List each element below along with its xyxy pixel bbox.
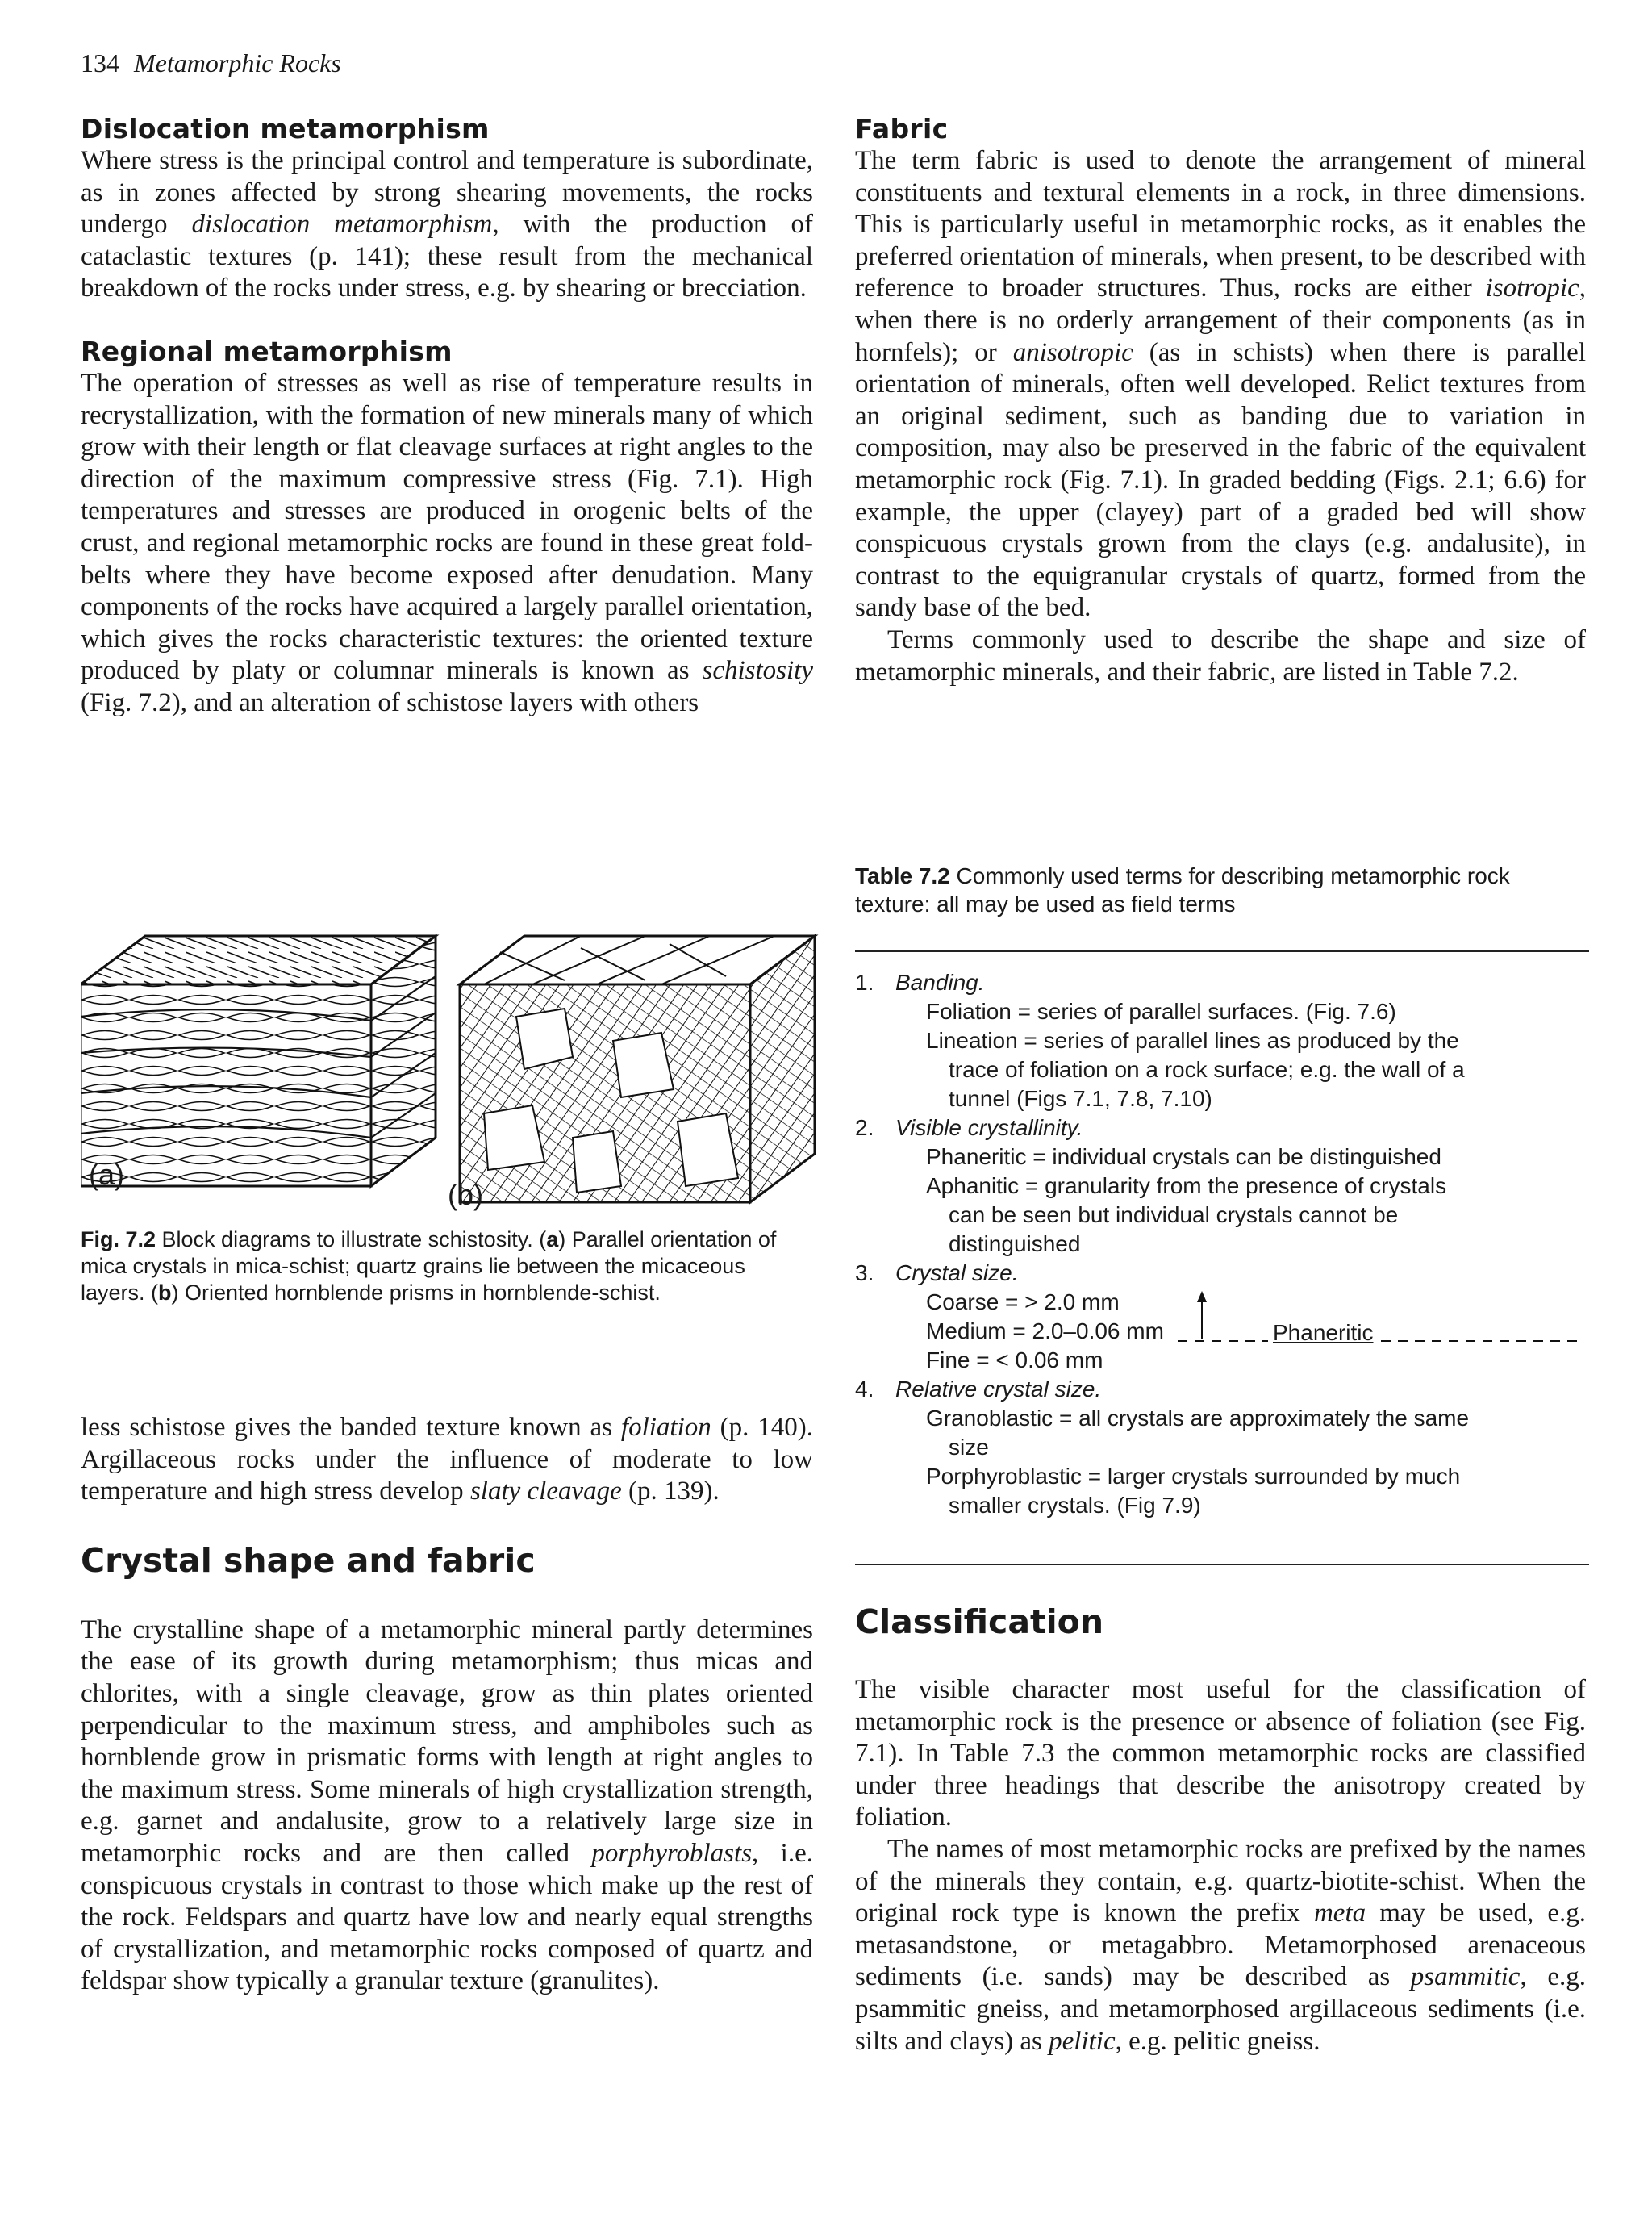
table-top-rule: [855, 950, 1589, 952]
paragraph-dislocation: Where stress is the principal control and temperature is subordinate, as in zones affected by strong shearing movements, the rocks undergo dislocation metamorphism, with the production of cataclastic textures (p. 141); these result from the mechanical breakdown of the rocks under stress, e.g. by shearing or brecciation.: [81, 146, 814, 303]
block-a: [81, 936, 436, 1186]
item-number: 4.: [855, 1377, 874, 1402]
heading-classification: Classification: [855, 1602, 1104, 1641]
block-diagrams-illustration: [81, 920, 823, 1218]
paragraph-classification: The visible character most useful for the classification of metamorphic rock is the presence or absence of foliation (see Fig. 7.1). In Table 7.3 the common metamorphic rocks are classified under three headings that describe the anisotropy created by foliation.: [855, 1675, 1586, 1832]
item-heading: Crystal size.: [895, 1260, 1019, 1285]
table-7-2-title: Table 7.2 Commonly used terms for describing metamorphic rock texture: all may be used as field terms: [855, 863, 1510, 917]
heading-regional: Regional metamorphism: [81, 335, 453, 367]
heading-crystal-shape: Crystal shape and fabric: [81, 1540, 536, 1580]
block-b: [460, 936, 815, 1202]
paragraph-foliation: less schistose gives the banded texture known as foliation (p. 140). Argillaceous rocks under the influence of moderate to low temperature and high stress develop slaty cleavage (p. 139).: [81, 1413, 813, 1506]
left-column-top: [81, 113, 813, 720]
figure-7-2: [81, 920, 823, 1222]
item-number: 3.: [855, 1260, 874, 1285]
page-number: 134: [81, 48, 119, 77]
paragraph-fabric: The term fabric is used to denote the arrangement of mineral constituents and textural elements in a rock, in three dimensions. This is particularly useful in metamorphic rocks, as it enables the preferred orientation of minerals, when present, to be described with reference to broader structures. Thus, rocks are either isotropic, when there is no orderly arrangement of their components (as in hornfels); or anisotropic (as in schists) when there is parallel orientation of minerals, often well developed. Relict textures from an original sediment, such as banding due to variation in composition, may also be preserved in the fabric of the equivalent metamorphic rock (Fig. 7.1). In graded bedding (Figs. 2.1; 6.6) for example, the upper (clayey) part of a graded bed will show conspicuous crystals grown from the clays (e.g. andalusite), in contrast to the equigranular crystals of quartz, formed from the sandy base of the bed.: [855, 146, 1586, 623]
item-number: 2.: [855, 1115, 874, 1140]
item-heading: Relative crystal size.: [895, 1377, 1102, 1402]
running-title: Metamorphic Rocks: [134, 48, 341, 77]
phaneritic-boundary-marker: [1178, 1291, 1581, 1356]
crystallinity-definitions: Phaneritic = individual crystals can be distinguished Aphanitic = granularity from the presence of crystals can be seen but individual crystals cannot be distinguished: [926, 1144, 1447, 1256]
item-heading: Visible crystallinity.: [895, 1115, 1083, 1140]
left-column-lower: [81, 1412, 813, 1998]
right-column-lower: [855, 1602, 1586, 2057]
figure-caption: Fig. 7.2 Block diagrams to illustrate schistosity. (a) Parallel orientation of mica crystals in mica-schist; quartz grains lie between the micaceous layers. (b) Oriented hornblende prisms in hornblende-schist.: [81, 1227, 777, 1305]
paragraph-terms: Terms commonly used to describe the shape and size of metamorphic minerals, and their fabric, are listed in Table 7.2.: [855, 625, 1586, 687]
relative-size-definitions: Granoblastic = all crystals are approximately the same size Porphyroblastic = larger crystals surrounded by much smaller crystals. (Fig 7.9): [926, 1406, 1470, 1518]
phaneritic-tag: Phaneritic: [1268, 1318, 1379, 1347]
figure-label-a: (a): [89, 1158, 124, 1191]
paragraph-regional: The operation of stresses as well as rise of temperature results in recrystallization, with the formation of new minerals many of which grow with their length or flat cleavage surfaces at right angles to the direction of the maximum compressive stress (Fig. 7.1). High temperatures and stresses are produced in orogenic belts of the crust, and regional metamorphic rocks are found in these great fold-belts where they have become exposed after denudation. Many components of the rocks have acquired a largely parallel orientation, which gives the rocks characteristic textures: the oriented texture produced by platy or columnar minerals is known as schistosity (Fig. 7.2), and an alteration of schistose layers with others: [81, 368, 813, 717]
table-bottom-rule: [855, 1564, 1589, 1565]
banding-definitions: Foliation = series of parallel surfaces. (Fig. 7.6) Lineation = series of parallel lines as produced by the trace of foliation on a rock surface; e.g. the wall of a tunnel (Figs 7.1, 7.8, 7.10): [926, 999, 1465, 1111]
right-column-top: [855, 113, 1586, 688]
paragraph-crystal-shape: The crystalline shape of a metamorphic mineral partly determines the ease of its growth during metamorphism; thus micas and chlorites, with a single cleavage, grow as thin plates oriented perpendicular to the maximum stress, and amphiboles such as hornblende grow in prismatic forms with length at right angles to the maximum stress. Some minerals of high crystallization strength, e.g. garnet and andalusite, grow to a relatively large size in metamorphic rocks and are then called porphyroblasts, i.e. conspicuous crystals in contrast to those which make up the rest of the rock. Feldspars and quartz have low and nearly equal strengths of crystallization, and metamorphic rocks composed of quartz and feldspar show typically a granular texture (granulites).: [81, 1615, 813, 1996]
item-heading: Banding.: [895, 970, 985, 995]
crystal-size-definitions: Coarse = > 2.0 mm Medium = 2.0–0.06 mm Fine = < 0.06 mm: [926, 1289, 1164, 1372]
heading-fabric: Fabric: [855, 113, 949, 144]
heading-dislocation: Dislocation metamorphism: [81, 113, 490, 144]
figure-label-b: (b): [448, 1178, 483, 1211]
item-number: 1.: [855, 970, 874, 995]
paragraph-names: The names of most metamorphic rocks are prefixed by the names of the minerals they contain, e.g. quartz-biotite-schist. When the original rock type is known the prefix meta may be used, e.g. metasandstone, or metagabbro. Metamorphosed arenaceous sediments (i.e. sands) may be described as psammitic, e.g. psammitic gneiss, and metamorphosed argillaceous sediments (i.e. silts and clays) as pelitic, e.g. pelitic gneiss.: [855, 1834, 1586, 2056]
running-head: [81, 48, 341, 78]
